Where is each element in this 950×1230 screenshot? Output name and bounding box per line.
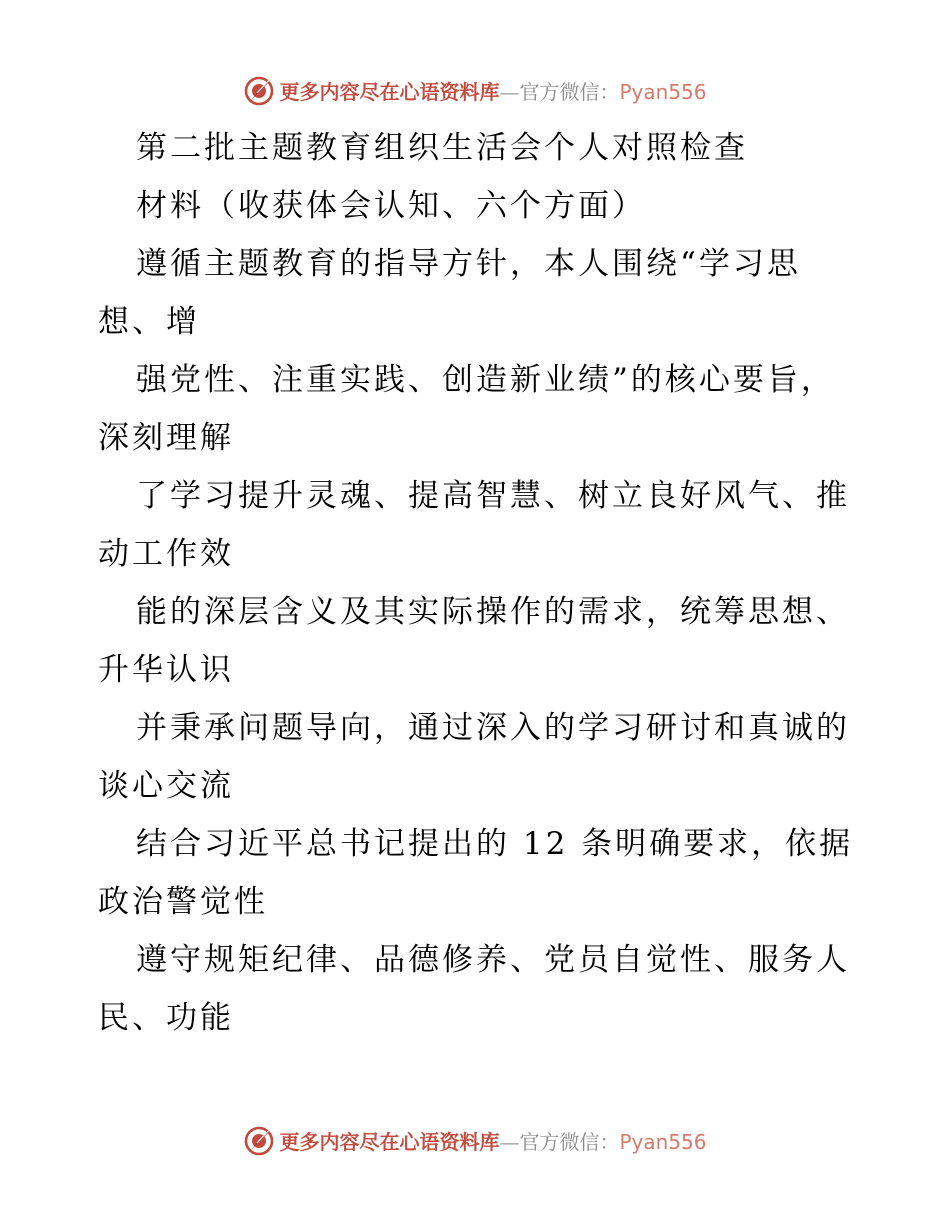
banner-wechat-id: Pyan556 bbox=[619, 1129, 707, 1154]
text-line: 升华认识 bbox=[98, 652, 234, 688]
text-line: 了学习提升灵魂、提高智慧、树立良好风气、推 bbox=[136, 478, 850, 514]
text-line: 能的深层含义及其实际操作的需求，统筹思想、 bbox=[136, 594, 850, 630]
banner-dash: — bbox=[499, 1129, 520, 1154]
text-line: 遵守规矩纪律、品德修养、党员自觉性、服务人 bbox=[136, 942, 850, 978]
header-banner bbox=[0, 70, 950, 110]
banner-wechat-id: Pyan556 bbox=[619, 79, 707, 104]
banner-main-text: 更多内容尽在心语资料库 bbox=[279, 79, 500, 104]
quill-logo-icon bbox=[243, 1124, 275, 1156]
text-line: 并秉承问题导向，通过深入的学习研讨和真诚的 bbox=[136, 710, 850, 746]
text-line: 第二批主题教育组织生活会个人对照检查 bbox=[136, 130, 748, 166]
footer-banner bbox=[0, 1120, 950, 1160]
text-line: 民、功能 bbox=[98, 1000, 234, 1036]
text-line: 强党性、注重实践、创造新业绩”的核心要旨， bbox=[136, 362, 835, 398]
text-line: 遵循主题教育的指导方针，本人围绕“学习思 bbox=[136, 246, 801, 282]
text-line: 动工作效 bbox=[98, 536, 234, 572]
quill-logo-icon bbox=[243, 74, 275, 106]
text-line: 想、增 bbox=[98, 304, 200, 340]
text-line: 材料（收获体会认知、六个方面） bbox=[136, 188, 646, 224]
banner-wechat-label: 官方微信： bbox=[519, 1129, 620, 1154]
banner-wechat-label: 官方微信： bbox=[519, 79, 620, 104]
banner-dash: — bbox=[499, 79, 520, 104]
document-body bbox=[98, 119, 858, 1047]
banner-main-text: 更多内容尽在心语资料库 bbox=[279, 1129, 500, 1154]
text-line: 深刻理解 bbox=[98, 420, 234, 456]
text-line: 谈心交流 bbox=[98, 768, 234, 804]
text-line: 政治警觉性 bbox=[98, 884, 268, 920]
text-line: 结合习近平总书记提出的 12 条明确要求，依据 bbox=[136, 826, 854, 862]
